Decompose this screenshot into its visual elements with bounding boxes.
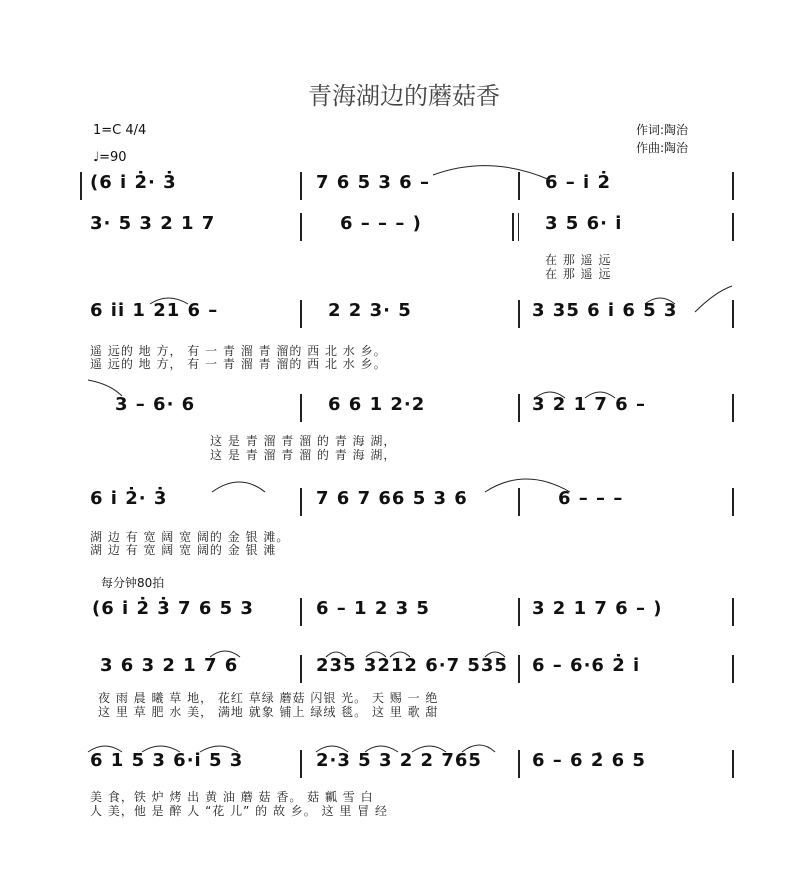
lyric-line-1: 遥 远的 地 方， 有 一 青 溜 青 溜的 西 北 水 乡。 xyxy=(90,344,387,358)
measure: 2 2 3· 5 xyxy=(328,300,412,321)
lyric-line-2: 这 是 青 溜 青 溜 的 青 海 湖， xyxy=(210,448,397,462)
measure: 3 2 1 7 6 – ) xyxy=(532,598,663,619)
lyric-line-1: 湖 边 有 宽 阔 宽 阔的 金 银 滩。 xyxy=(90,530,290,544)
measure: 6 6 1 2·2 xyxy=(328,394,426,415)
lyric-line-1: 在 那 遥 远 xyxy=(545,253,612,267)
key-signature: 1=C 4/4 xyxy=(93,123,147,138)
time-signature: 4/4 xyxy=(125,123,147,138)
measure: 3 5 6· i̇ xyxy=(545,213,623,234)
measure: 6 i̇i̇ 1 21 6 – xyxy=(90,300,219,321)
measure: 3 6 3 2 1 7 6 xyxy=(100,655,239,676)
measure: 6 – 6·6 2̇ i̇ xyxy=(532,655,641,676)
measure: 2·3 5 3 2 2 765 xyxy=(316,750,482,771)
measure: 7 6 7 66 5 3 6 xyxy=(316,488,468,509)
lyric-line-1: 美 食，铁 炉 烤 出 黄 油 蘑 菇 香。 菇 瓤 雪 白 xyxy=(90,790,374,804)
composer: 作曲:陶治 xyxy=(636,141,689,155)
measure: 235 3212 6·7 535 xyxy=(316,655,508,676)
measure: 6 – – – xyxy=(558,488,624,509)
song-title: 青海湖边的蘑菇香 xyxy=(308,82,500,110)
lyric-line-1: 这 是 青 溜 青 溜 的 青 海 湖， xyxy=(210,434,397,448)
lyric-line-2: 湖 边 有 宽 阔 宽 阔的 金 银 滩 xyxy=(90,543,277,557)
measure: 3 – 6· 6 xyxy=(115,394,196,415)
measure: 7 6 5 3 6 – xyxy=(316,172,430,193)
measure: (6 i̇ 2̇· 3̇ xyxy=(90,172,177,193)
tempo-marking: 每分钟80拍 xyxy=(101,576,165,590)
tempo: ♩=90 xyxy=(93,150,127,165)
measure: 3 2 1 7 6 – xyxy=(532,394,646,415)
measure: 6 – – – ) xyxy=(340,213,422,234)
lyric-line-1: 夜 雨 晨 曦 草 地， 花红 草绿 蘑菇 闪银 光。 天 赐 一 绝 xyxy=(98,691,439,705)
lyric-line-2: 人 美，他 是 醉 人 “花 儿” 的 故 乡。 这 里 冒 经 xyxy=(90,804,389,818)
measure: 6 i̇ 2̇· 3̇ xyxy=(90,488,168,509)
lyricist: 作词:陶治 xyxy=(636,123,689,137)
measure: 6 – 6 2̇ 6 5 xyxy=(532,750,646,771)
measure: (6 i̇ 2̇ 3̇ 7 6 5 3 xyxy=(92,598,254,619)
measure: 6 1 5 3 6·i̇ 5 3 xyxy=(90,750,244,771)
measure: 3· 5 3 2 1 7 xyxy=(90,213,216,234)
measure: 3 35 6 i̇ 6 5 3 xyxy=(532,300,678,321)
measure: 6 – i̇ 2̇ xyxy=(545,172,612,193)
lyric-line-2: 这 里 草 肥 水 美， 满地 就象 铺上 绿绒 毯。 这 里 歌 甜 xyxy=(98,705,439,719)
lyric-line-2: 在 那 遥 远 xyxy=(545,267,612,281)
measure: 6 – 1 2 3 5 xyxy=(316,598,430,619)
lyric-line-2: 遥 远的 地 方， 有 一 青 溜 青 溜的 西 北 水 乡。 xyxy=(90,357,387,371)
